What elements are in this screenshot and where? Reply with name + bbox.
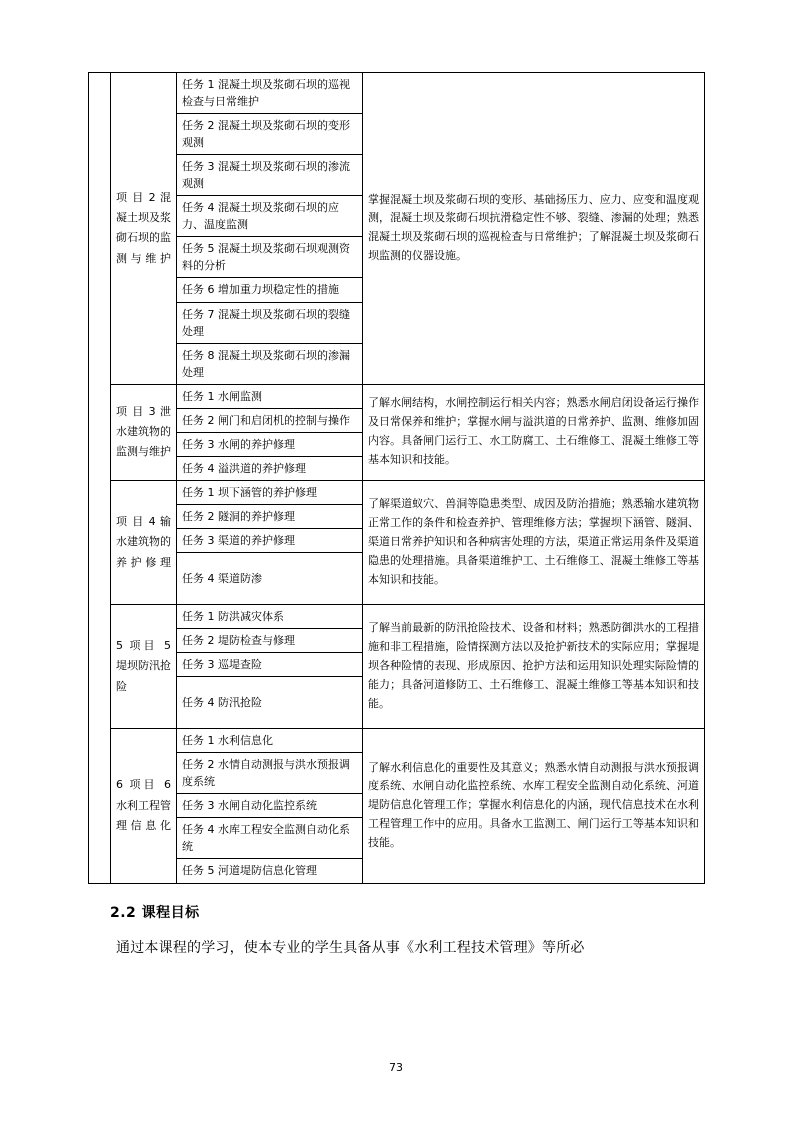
task-cell: 任务 2 隧洞的养护修理: [177, 504, 363, 528]
course-content-table: [88, 72, 705, 884]
task-cell: 任务 3 渠道的养护修理: [177, 528, 363, 552]
project-name-cell: [111, 73, 177, 385]
project-description-cell: [363, 384, 705, 480]
table-row: [89, 73, 705, 114]
page-title: 2.2 课程目标: [110, 904, 200, 921]
task-cell: 任务 5 混凝土坝及浆砌石坝观测资料的分析: [177, 237, 363, 278]
project-description: 了解水利信息化的重要性及其意义；熟悉水情自动测报与洪水预报调度系统、水闸自动化监控系统、水库工程安全监测自动化系统、河道堤防信息化管理工作；掌握水利信息化的内涵，现代信息技术在水利工程管理工作中的应用。具备水工监测工、闸门运行工等基本知识和技能。: [368, 760, 699, 850]
project-name-cell: [111, 729, 177, 883]
task-cell: 任务 1 水闸监测: [177, 384, 363, 408]
project-name: 6 项目 6 水利工程管理信息化: [116, 778, 171, 832]
project-name-cell: [111, 605, 177, 729]
task-cell: 任务 4 防汛抢险: [177, 677, 363, 729]
task-cell: 任务 3 巡堤查险: [177, 653, 363, 677]
task-cell: 任务 1 混凝土坝及浆砌石坝的巡视检查与日常维护: [177, 73, 363, 114]
project-description: 掌握混凝土坝及浆砌石坝的变形、基础扬压力、应力、应变和温度观测，混凝土坝及浆砌石坝抗滑稳定性不够、裂缝、渗漏的处理；熟悉混凝土坝及浆砌石坝的巡视检查与日常维护；了解混凝土坝及浆砌石坝监测的仪器设施。: [368, 192, 699, 263]
page-number: 73: [389, 1061, 403, 1074]
project-name: 5 项目 5 堤坝防汛抢险: [116, 639, 171, 693]
table-row: [89, 384, 705, 408]
project-name: 项 目 4 输水建筑物的养护修理: [116, 514, 171, 569]
task-cell: 任务 6 增加重力坝稳定性的措施: [177, 278, 363, 302]
task-cell: 任务 7 混凝土坝及浆砌石坝的裂缝处理: [177, 302, 363, 343]
project-description-cell: [363, 729, 705, 883]
task-cell: 任务 1 坝下涵管的养护修理: [177, 480, 363, 504]
task-cell: 任务 8 混凝土坝及浆砌石坝的渗漏处理: [177, 343, 363, 384]
project-description-cell: [363, 480, 705, 604]
task-cell: 任务 2 水情自动测报与洪水预报调度系统: [177, 753, 363, 794]
task-cell: 任务 1 水利信息化: [177, 729, 363, 753]
task-cell: 任务 4 混凝土坝及浆砌石坝的应力、温度监测: [177, 196, 363, 237]
table-row: [89, 480, 705, 504]
task-cell: 任务 1 防洪减灾体系: [177, 605, 363, 629]
project-description: 了解当前最新的防汛抢险技术、设备和材料；熟悉防御洪水的工程措施和非工程措施，险情探测方法以及抢护新技术的实际应用；掌握堤坝各种险情的表现、形成原因、抢护方法和运用知识处理实际险情的能力；具备河道修防工、土石维修工、混凝土维修工等基本知识和技能。: [368, 621, 699, 710]
task-cell: 任务 5 河道堤防信息化管理: [177, 859, 363, 883]
project-description-cell: [363, 73, 705, 385]
project-name: 项 目 3 泄水建筑物的监测与维护: [116, 404, 171, 459]
table-row: [89, 729, 705, 753]
task-cell: 任务 2 混凝土坝及浆砌石坝的变形观测: [177, 114, 363, 155]
task-cell: 任务 4 溢洪道的养护修理: [177, 456, 363, 480]
page-content: [88, 72, 704, 961]
outer-blank-column: [89, 73, 111, 884]
project-description: 了解渠道蚁穴、兽洞等隐患类型、成因及防治措施；熟悉输水建筑物正常工作的条件和检查养护、管理维修方法；掌握坝下涵管、隧洞、渠道日常养护知识和各种病害处理的方法，渠道正常运用条件及渠道隐患的处理措施。具备渠道维护工、土石维修工、混凝土维修工等基本知识和技能。: [368, 497, 699, 586]
task-cell: 任务 2 闸门和启闭机的控制与操作: [177, 408, 363, 432]
task-cell: 任务 2 堤防检查与修理: [177, 629, 363, 653]
project-name-cell: [111, 384, 177, 480]
task-cell: 任务 4 水库工程安全监测自动化系统: [177, 818, 363, 859]
table-row: [89, 605, 705, 629]
task-cell: 任务 3 水闸的养护修理: [177, 432, 363, 456]
body-paragraph: 通过本课程的学习，使本专业的学生具备从事《水利工程技术管理》等所必: [116, 939, 585, 956]
task-cell: 任务 3 混凝土坝及浆砌石坝的渗流观测: [177, 155, 363, 196]
project-name-cell: [111, 480, 177, 604]
project-name: 项 目 2 混凝土坝及浆砌石坝的监测与维护: [116, 190, 171, 265]
task-cell: 任务 4 渠道防渗: [177, 553, 363, 605]
project-description: 了解水闸结构，水闸控制运行相关内容；熟悉水闸启闭设备运行操作及日常保养和维护；掌握水闸与溢洪道的日常养护、监测、维修加固内容。具备闸门运行工、水工防腐工、土石维修工、混凝土维修工等基本知识和技能。: [368, 396, 699, 467]
task-cell: 任务 3 水闸自动化监控系统: [177, 794, 363, 818]
project-description-cell: [363, 605, 705, 729]
